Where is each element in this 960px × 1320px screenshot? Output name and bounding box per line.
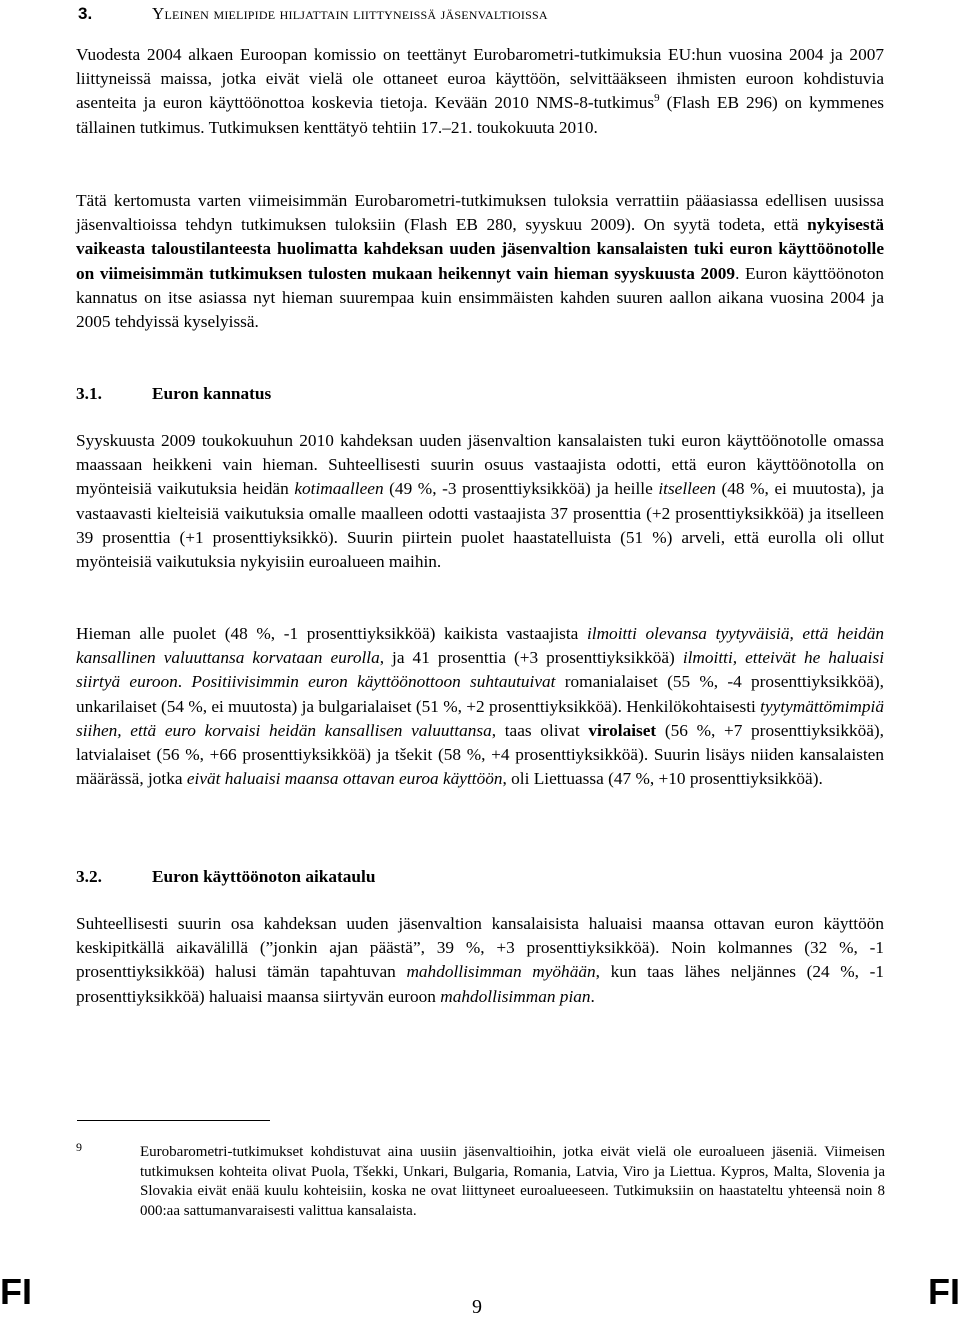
bold-text-run: nykyisestä vaikeasta taloustilanteesta huolimatta kahdeksan uuden jäsenvaltion kansalaisten tuki euron käyttöönotolle on viimeisimmän tutkimuksen tulosten mukaan heikennyt vain hieman syyskuusta 2009	[76, 215, 884, 283]
text-run: romanialaiset (55 %, -4 prosenttiyksikköä), unkarilaiset (54 %, ei muutosta) ja bulgarialaiset (51 %, +2 prosenttiyksikköä). Henkilökohtaisesti	[76, 672, 884, 716]
italic-text-run: ilmoitti, etteivät he haluaisi siirtyä euroon	[76, 648, 884, 692]
text-run: (48 %, ei muutosta), ja vastaavasti kielteisiä vaikutuksia omalle maalleen odotti vastaajista 37 prosenttia (+2 prosenttiyksikköä) ja itselleen 39 prosenttia (+1 prosenttiyksikkö). Suurin piirtein puolet haastatelluista (51 %) arveli, että eurolla oli ollut myönteisiä vaikutuksia nykyisiin euroalueen maihin.	[76, 479, 884, 572]
text-run: , taas olivat	[491, 720, 589, 740]
text-run: (56 %, +7 prosenttiyksikköä), latvialaiset (56 %, +66 prosenttiyksikköä) ja tšekit (58 %, +4 prosenttiyksikköä). Suurin lisäys niiden kansalaisten määrässä, jotka	[76, 720, 884, 789]
section-number: 3.	[78, 4, 93, 23]
italic-text-run: mahdollisimman myöhään	[406, 962, 596, 982]
subsection-number: 3.1.	[76, 384, 102, 403]
footnote-number: 9	[76, 1140, 82, 1154]
paragraph-timetable	[76, 912, 884, 1009]
paragraph-intro	[76, 43, 884, 140]
italic-text-run: kotimaalleen	[294, 479, 384, 499]
italic-text-run: Positiivisimmin euron käyttöönottoon suhtautuivat	[191, 672, 556, 692]
subsection-title: Euron kannatus	[152, 384, 272, 403]
footnote-reference[interactable]: 9	[654, 92, 660, 105]
text-run: Suhteellisesti suurin osa kahdeksan uuden jäsenvaltion kansalaisista haluaisi maansa ottavan euron käyttöön keskipitkällä aikavälillä (”jonkin ajan päästä”, 39 %, +3 prosenttiyksikköä). Noin kolmannes (32 %, -1 prosenttiyksikköä) halusi tämän tapahtuvan	[76, 914, 884, 982]
text-run: , kun taas lähes neljännes (24 %, -1 prosenttiyksikköä) haluaisi maansa siirtyvän euroon	[76, 962, 884, 1006]
text-run: Syyskuusta 2009 toukokuuhun 2010 kahdeksan uuden jäsenvaltion kansalaisten tuki euron käyttöönotolle omassa maassaan heikkeni vain hieman. Suhteellisesti suurin osuus vastaajista odotti, että euron käyttöönotolla on myönteisiä vaikutuksia heidän	[76, 431, 884, 499]
subsection-number: 3.2.	[76, 867, 102, 886]
subsection-title: Euron käyttöönoton aikataulu	[152, 867, 376, 886]
paragraph-support	[76, 429, 884, 574]
text-run: .	[177, 672, 192, 692]
section-heading	[78, 4, 902, 24]
paragraph-comparison	[76, 189, 884, 334]
paragraph-satisfaction	[76, 622, 884, 791]
subsection-heading-3-1	[76, 383, 271, 405]
text-run: (49 %, -3 prosenttiyksikköä) ja heille	[383, 479, 659, 499]
text-run: Tätä kertomusta varten viimeisimmän Eurobarometri-tutkimuksen tuloksia verrattiin pääasiassa edellisen uusissa jäsenvaltioissa tehdyn tutkimuksen tuloksiin (Flash EB 280, syyskuu 2009). On syytä todeta, että	[76, 191, 884, 235]
footnote-text: Eurobarometri-tutkimukset kohdistuvat aina uusiin jäsenvaltioihin, jotka eivät vielä ole euroalueen jäseniä. Viimeisen tutkimuksen kohteita olivat Puola, Tšekki, Unkari, Bulgaria, Romania, Latvia, Viro ja Liettua. Kypros, Malta, Slovenia ja Slovakia eivät enää kuulu kohteisiin, koska ne ovat liittyneet euroalueeseen. Tutkimuksiin on haastateltu yhteensä noin 8 000:aa sattumanvaraisesti valittua kansalaista.	[140, 1144, 885, 1219]
footer-language-left: FI	[0, 1271, 32, 1312]
text-run: , ja 41 prosenttia (+3 prosenttiyksikköä)	[379, 648, 683, 668]
footnote-separator	[77, 1120, 270, 1121]
footer-language-right: FI	[928, 1271, 960, 1312]
text-run: (Flash EB 296) on kymmenes tällainen tutkimus. Tutkimuksen kenttätyö tehtiin 17.–21. toukokuuta 2010.	[76, 93, 884, 137]
text-run: Hieman alle puolet (48 %, -1 prosenttiyksikköä) kaikista vastaajista	[76, 624, 587, 643]
subsection-heading-3-2	[76, 866, 375, 888]
text-run: .	[590, 986, 595, 1006]
italic-text-run: ilmoitti olevansa tyytyväisiä, että heidän kansallinen valuuttansa korvataan eurolla	[76, 624, 884, 668]
page-number: 9	[472, 1296, 482, 1318]
text-run: , oli Liettuassa (47 %, +10 prosenttiyksikköä).	[502, 769, 823, 789]
section-title: Yleinen mielipide hiljattain liittyneissä jäsenvaltioissa	[152, 4, 548, 23]
italic-text-run: mahdollisimman pian	[440, 986, 591, 1006]
bold-text-run: virolaiset	[588, 720, 657, 740]
italic-text-run: eivät haluaisi maansa ottavan euroa käyttöön	[186, 769, 503, 789]
italic-text-run: tyytymättömimpiä siihen, että euro korvaisi heidän kansallisen valuuttansa	[76, 696, 884, 740]
italic-text-run: itselleen	[658, 479, 716, 499]
text-run: Vuodesta 2004 alkaen Euroopan komissio on teettänyt Eurobarometri-tutkimuksia EU:hun vuosina 2004 ja 2007 liittyneissä maissa, jotka eivät vielä ole ottaneet euroa käyttöön, selvittääkseen ihmisten euroon kohdistuvia asenteita ja euron käyttöönottoa koskevia tietoja. Kevään 2010 NMS-8-tutkimus	[76, 45, 884, 113]
text-run: . Euron käyttöönoton kannatus on itse asiassa nyt hieman suurempaa kuin ensimmäisten kahden suuren aallon aikana vuosina 2004 ja 2005 tehdyissä kyselyissä.	[76, 263, 884, 332]
